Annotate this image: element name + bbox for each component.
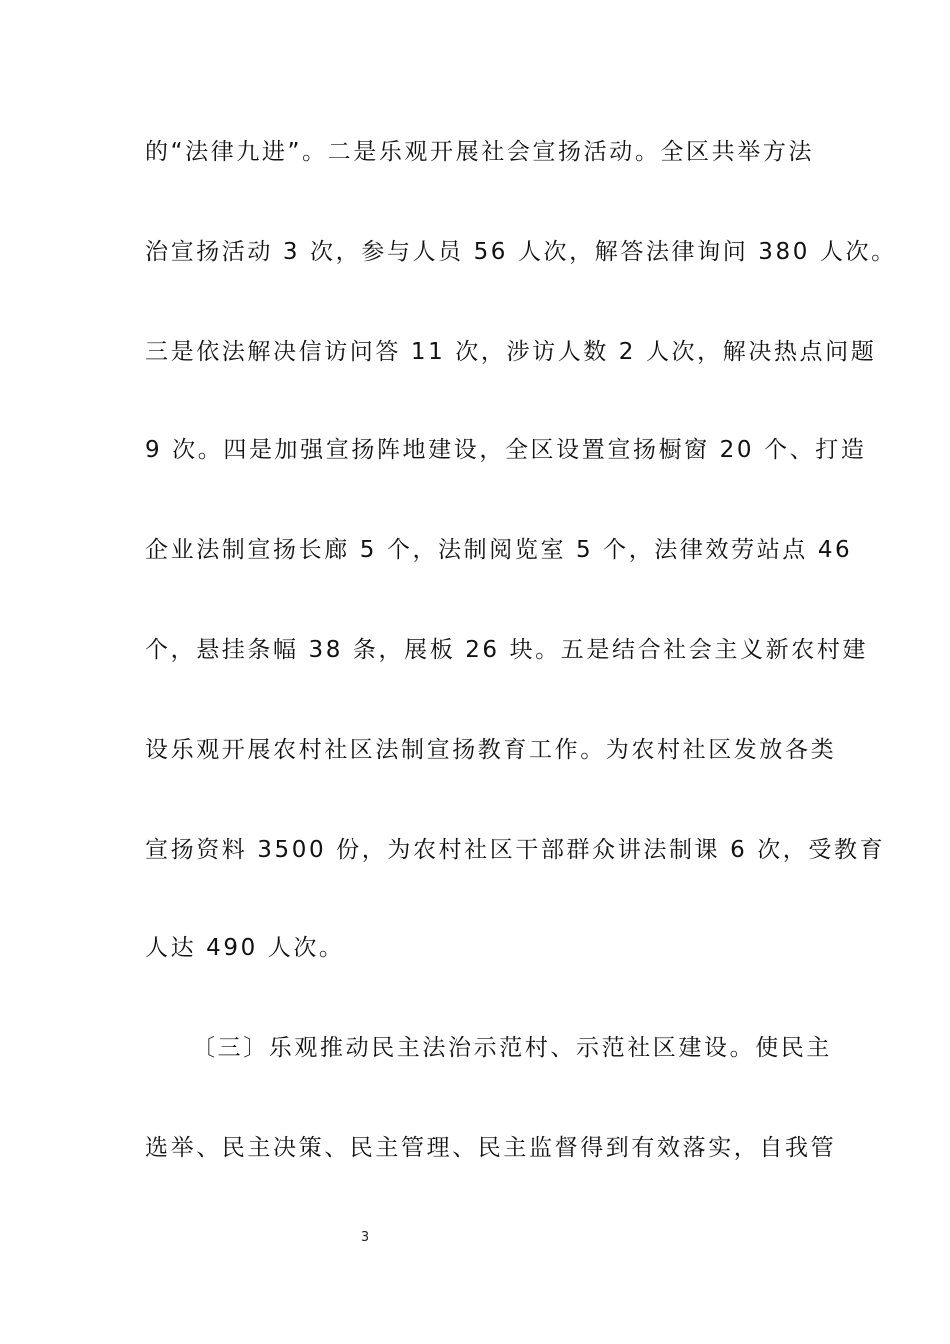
text-line-6: 个，悬挂条幅 38 条，展板 26 块。五是结合社会主义新农村建 [145,637,868,663]
text-line-1: 的“法律九进”。二是乐观开展社会宣扬活动。全区共举方法 [145,139,815,165]
text-line-3: 三是依法解决信访问答 11 次，涉访人数 2 人次，解决热点问题 [145,339,877,365]
text-line-7: 设乐观开展农村社区法制宣扬教育工作。为农村社区发放各类 [145,737,837,763]
text-line-8: 宣扬资料 3500 份，为农村社区干部群众讲法制课 6 次，受教育 [145,837,886,863]
text-line-10: 〔三〕乐观推动民主法治示范村、示范社区建设。使民主 [192,1035,832,1061]
text-line-11: 选举、民主决策、民主管理、民主监督得到有效落实，自我管 [145,1135,837,1161]
page-number: 3 [360,1230,370,1245]
text-line-4: 9 次。四是加强宣扬阵地建设，全区设置宣扬橱窗 20 个、打造 [145,437,867,463]
text-line-9: 人达 490 人次。 [145,935,345,961]
text-line-2: 治宣扬活动 3 次，参与人员 56 人次，解答法律询问 380 人次。 [145,239,897,265]
text-line-5: 企业法制宣扬长廊 5 个，法制阅览室 5 个，法律效劳站点 46 [145,537,853,563]
